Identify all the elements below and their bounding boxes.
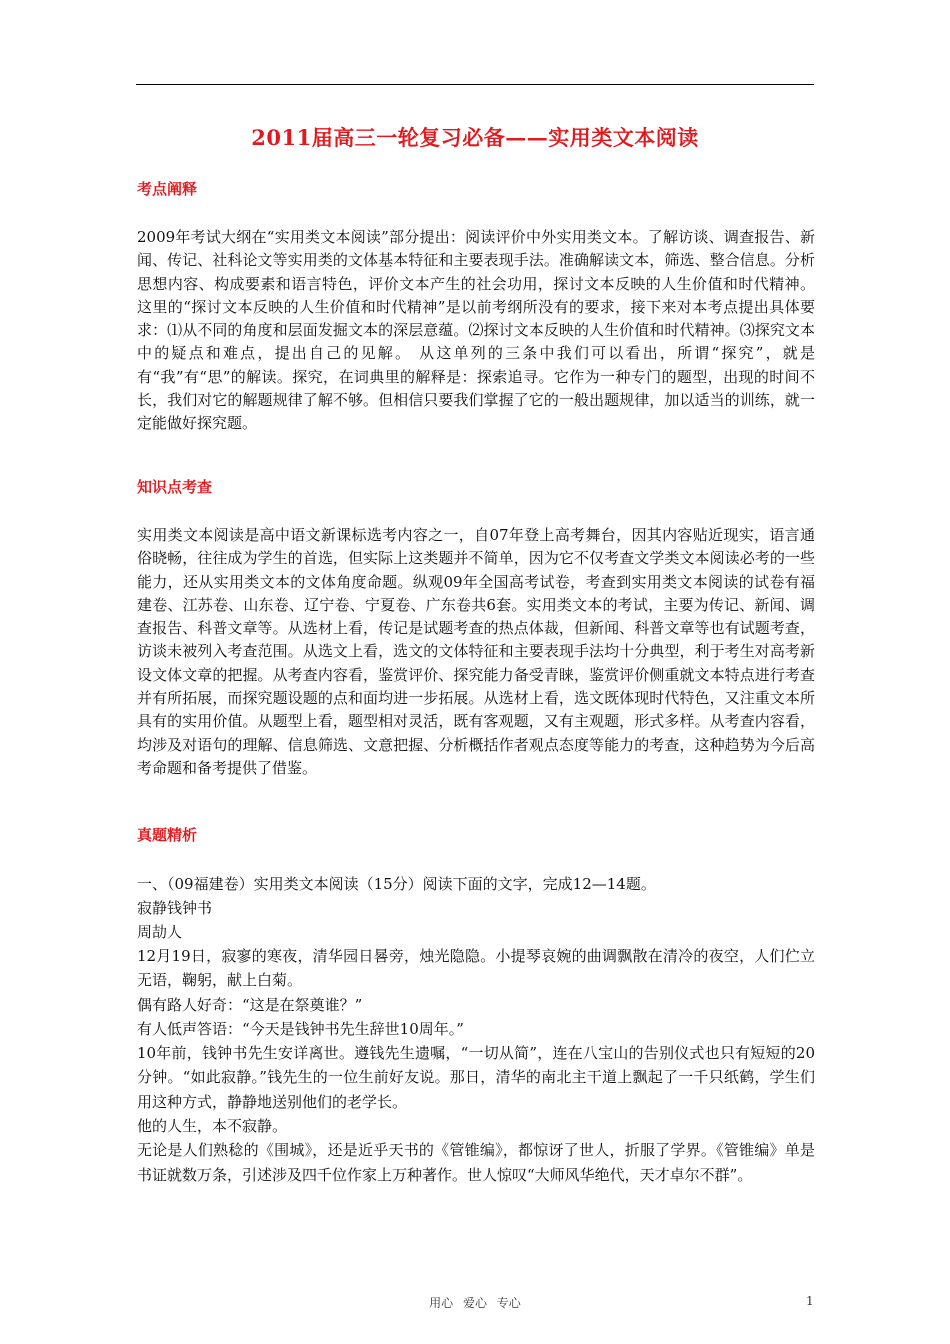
- zhishidian-paragraph: 实用类文本阅读是高中语文新课标选考内容之一，自07年登上高考舞台，因其内容贴近现实，语言通俗晓畅，往往成为学生的首选，但实际上这类题并不简单，因为它不仅考查文学类文本阅读必考的一些能力，还从实用类文本的文体角度命题。纵观09年全国高考试卷，考查到实用类文本阅读的试卷有福建卷、江苏卷、山东卷、辽宁卷、宁夏卷、广东卷共6套。实用类文本的考试，主要为传记、新闻、调查报告、科普文章等。从选材上看，传记是试题考查的热点体裁，但新闻、科普文章等也有试题考查，访谈未被列入考查范围。从选文上看，选文的文体特征和主要表现手法均十分典型，利于考生对高考新设文体文章的把握。从考查内容看，鉴赏评价、探究能力备受青睐，鉴赏评价侧重就文本特点进行考查并有所拓展，而探究题设题的点和面均进一步拓展。从选材上看，选文既体现时代特色，又注重文本所具有的实用价值。从题型上看，题型相对灵活，既有客观题，又有主观题，形式多样。从考查内容看，均涉及对语句的理解、信息筛选、文意把握、分析概括作者观点态度等能力的考查，这种趋势为今后高考命题和备考提供了借鉴。: [137, 526, 815, 777]
- page-number: 1: [806, 1294, 814, 1308]
- question-intro: 一、（09福建卷）实用类文本阅读（15分）阅读下面的文字，完成12—14题。: [137, 875, 656, 893]
- header-rule: [136, 84, 814, 85]
- article-paragraph: 偶有路人好奇：“这是在祭奠谁？”: [137, 995, 363, 1014]
- section-heading-kaodian: 考点阐释: [137, 180, 198, 198]
- document-title: 2011届高三一轮复习必备——实用类文本阅读: [251, 125, 699, 150]
- page-footer: 用心 爱心 专心: [429, 1296, 521, 1310]
- article-author: 周劼人: [137, 923, 183, 941]
- article-paragraph: 12月19日，寂寥的寒夜，清华园日晷旁，烛光隐隐。小提琴哀婉的曲调飘散在清冷的夜空，人们伫立无语，鞠躬，献上白菊。: [137, 947, 815, 990]
- kaodian-paragraph: 2009年考试大纲在“实用类文本阅读”部分提出：阅读评价中外实用类文本。了解访谈、调查报告、新闻、传记、社科论文等实用类的文体基本特征和主要表现手法。准确解读文本，筛选、整合信息。分析思想内容、构成要素和语言特色，评价文本产生的社会功用，探讨文本反映的人生价值和时代精神。 这里的“探讨文本反映的人生价值和时代精神”是以前考纲所没有的要求，接下来对本考点提出具体要求：⑴从不同的角度和层面发掘文本的深层意蕴。⑵探讨文本反映的人生价值和时代精神。⑶探究文本中的疑点和难点，提出自己的见解。 从这单列的三条中我们可以看出，所谓“探究”，就是有“我”有“思”的解读。探究，在词典里的解释是：探索追寻。它作为一种专门的题型，出现的时间不长，我们对它的解题规律了解不够。但相信只要我们掌握了它的一般出题规律，加以适当的训练，就一定能做好探究题。: [137, 228, 815, 433]
- article-title: 寂静钱钟书: [137, 899, 213, 917]
- article-paragraph: 10年前，钱钟书先生安详离世。遵钱先生遗嘱，“一切从简”，连在八宝山的告别仪式也只有短短的20分钟。“如此寂静。”钱先生的一位生前好友说。那日，清华的南北主干道上飘起了一千只纸鹤，学生们用这种方式，静静地送别他们的老学长。: [137, 1044, 815, 1111]
- section-heading-zhenti: 真题精析: [137, 826, 198, 844]
- article-paragraph: 无论是人们熟稔的《围城》，还是近乎天书的《管锥编》，都惊讶了世人，折服了学界。《管锥编》单是书证就数万条，引述涉及四千位作家上万种著作。世人惊叹“大师风华绝代，天才卓尔不群”。: [137, 1141, 815, 1184]
- article-paragraph: 他的人生，本不寂静。: [137, 1117, 288, 1136]
- article-paragraph: 有人低声答语：“今天是钱钟书先生辞世10周年。”: [137, 1019, 464, 1038]
- article-body: [137, 944, 815, 1187]
- section-heading-zhishidian: 知识点考查: [137, 478, 213, 496]
